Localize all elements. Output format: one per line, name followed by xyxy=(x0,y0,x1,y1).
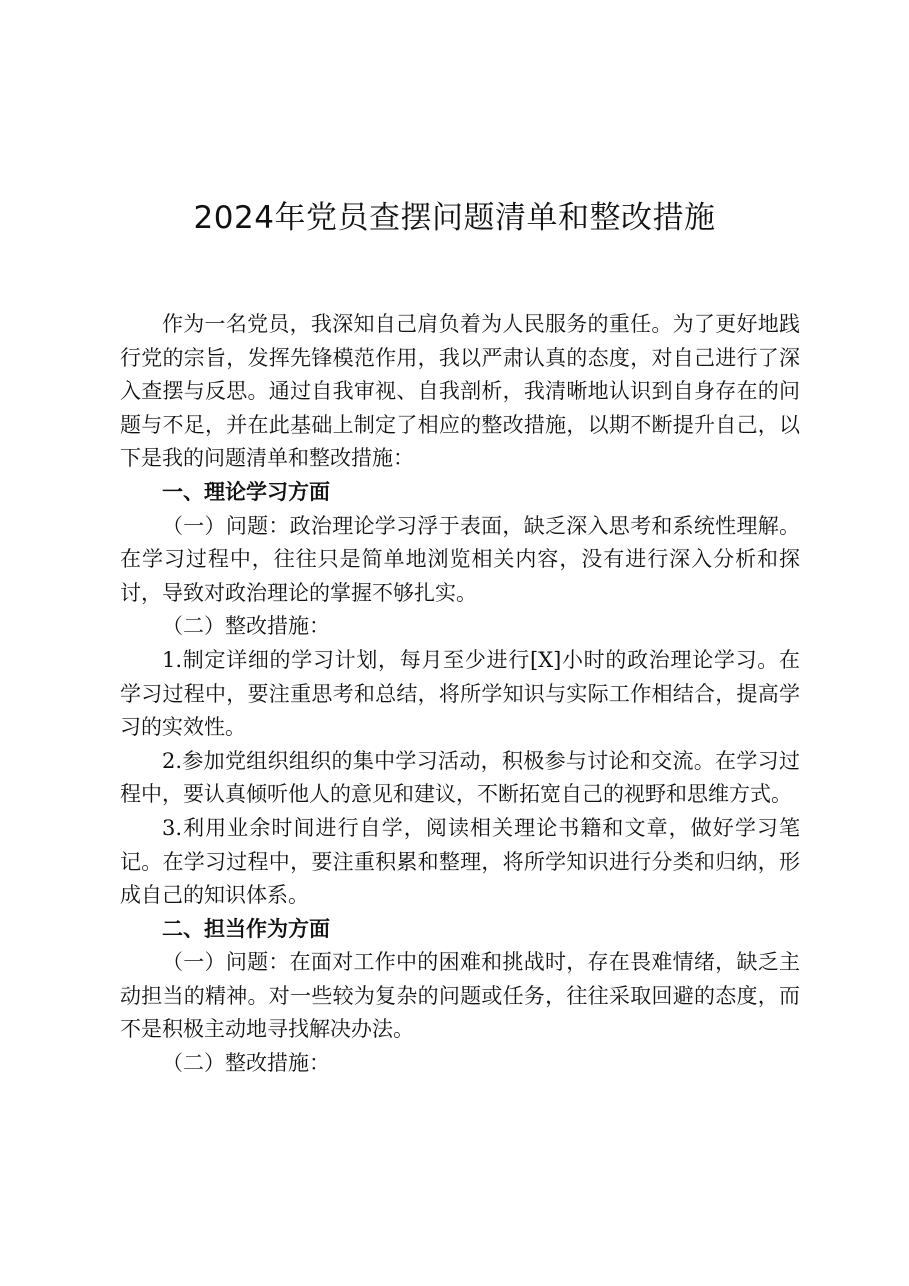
measure-item: 3.利用业余时间进行自学，阅读相关理论书籍和文章，做好学习笔记。在学习过程中，要注重积累和整理，将所学知识进行分类和归纳，形成自己的知识体系。 xyxy=(120,815,800,908)
section-heading-theory-study: 一、理论学习方面 xyxy=(162,479,330,504)
measure-item: 2.参加党组织组织的集中学习活动，积极参与讨论和交流。在学习过程中，要认真倾听他人的意见和建议，不断拓宽自己的视野和思维方式。 xyxy=(120,748,800,807)
measure-item: 1.制定详细的学习计划，每月至少进行[X]小时的政治理论学习。在学习过程中，要注重思考和总结，将所学知识与实际工作相结合，提高学习的实效性。 xyxy=(120,647,800,740)
problem-paragraph: （一）问题：政治理论学习浮于表面，缺乏深入思考和系统性理解。在学习过程中，往往只是简单地浏览相关内容，没有进行深入分析和探讨，导致对政治理论的掌握不够扎实。 xyxy=(120,513,800,605)
document-body xyxy=(120,308,800,1081)
problem-paragraph: （一）问题：在面对工作中的困难和挑战时，存在畏难情绪，缺乏主动担当的精神。对一些较为复杂的问题或任务，往往采取回避的态度，而不是积极主动地寻找解决办法。 xyxy=(120,950,800,1042)
measures-heading: （二）整改措施： xyxy=(162,614,330,639)
section-heading-responsibility: 二、担当作为方面 xyxy=(162,916,330,941)
intro-paragraph: 作为一名党员，我深知自己肩负着为人民服务的重任。为了更好地践行党的宗旨，发挥先锋模范作用，我以严肃认真的态度，对自己进行了深入查摆与反思。通过自我审视、自我剖析，我清晰地认识到自身存在的问题与不足，并在此基础上制定了相应的整改措施，以期不断提升自己，以下是我的问题清单和整改措施： xyxy=(120,312,800,471)
measures-heading: （二）整改措施： xyxy=(162,1051,330,1076)
document-title: 2024年党员查摆问题清单和整改措施 xyxy=(193,200,716,236)
